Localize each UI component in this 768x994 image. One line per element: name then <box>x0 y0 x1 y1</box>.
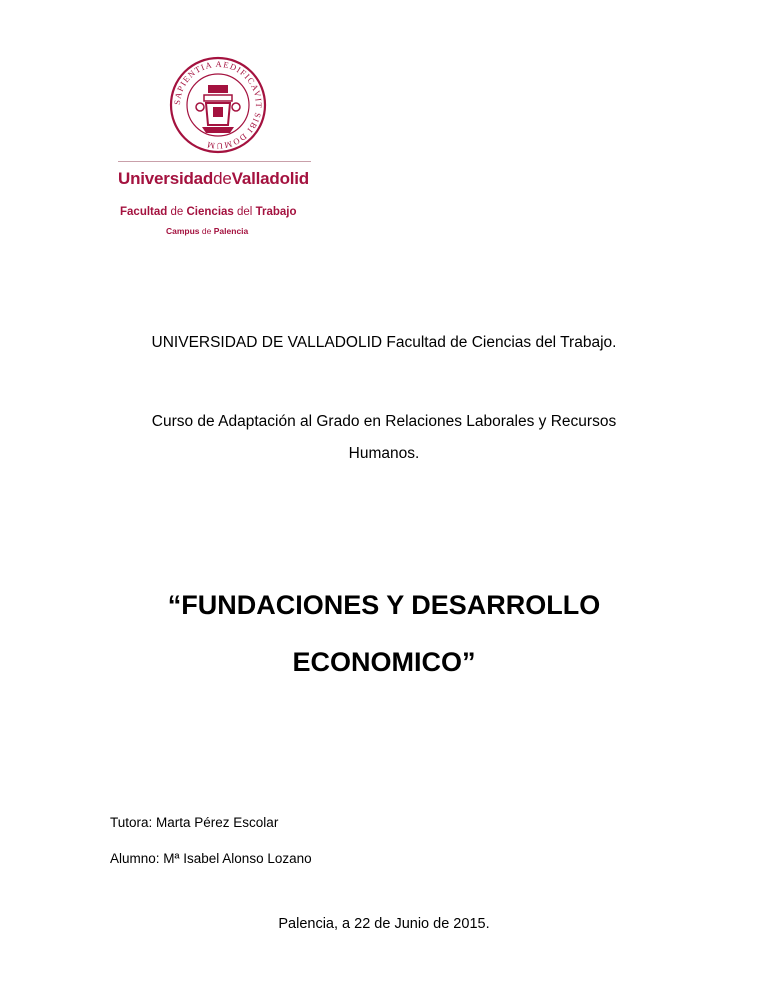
campus-part-3: Palencia <box>213 226 249 236</box>
faculty-part-2: de <box>170 206 184 218</box>
course-line-2: Humanos. <box>348 445 420 462</box>
course-line-1: Curso de Adaptación al Grado en Relaciones Laborales y Recursos <box>151 413 617 430</box>
university-name <box>118 169 309 189</box>
document-title-line-1: “FUNDACIONES Y DESARROLLO <box>167 590 601 620</box>
faculty-part-1: Facultad <box>120 206 168 218</box>
faculty-part-5: Trabajo <box>255 206 297 218</box>
faculty-name <box>120 206 296 218</box>
university-logo <box>118 55 318 245</box>
svg-text:SAPIENTIA AEDIFICAVIT SIBI DOM <box>172 59 264 151</box>
campus-part-2: de <box>201 226 212 236</box>
faculty-part-3: Ciencias <box>186 206 234 218</box>
institution-line: UNIVERSIDAD DE VALLADOLID Facultad de Ciencias del Trabajo. <box>151 334 617 351</box>
university-seal-icon <box>168 55 268 155</box>
faculty-part-4: del <box>237 206 253 218</box>
campus-part-1: Campus <box>166 226 200 236</box>
logo-divider <box>118 161 311 162</box>
student-line: Alumno: Mª Isabel Alonso Lozano <box>110 851 312 866</box>
place-date-line: Palencia, a 22 de Junio de 2015. <box>278 916 490 932</box>
uni-name-part-3: Valladolid <box>231 169 309 188</box>
campus-name <box>166 226 248 236</box>
document-title-line-2: ECONOMICO” <box>292 647 476 677</box>
seal-motto: SAPIENTIA AEDIFICAVIT SIBI DOMUM <box>171 58 265 152</box>
uni-name-part-1: Universidad <box>118 169 214 188</box>
tutor-line: Tutora: Marta Pérez Escolar <box>110 815 279 830</box>
uni-name-part-2: de <box>213 169 232 188</box>
